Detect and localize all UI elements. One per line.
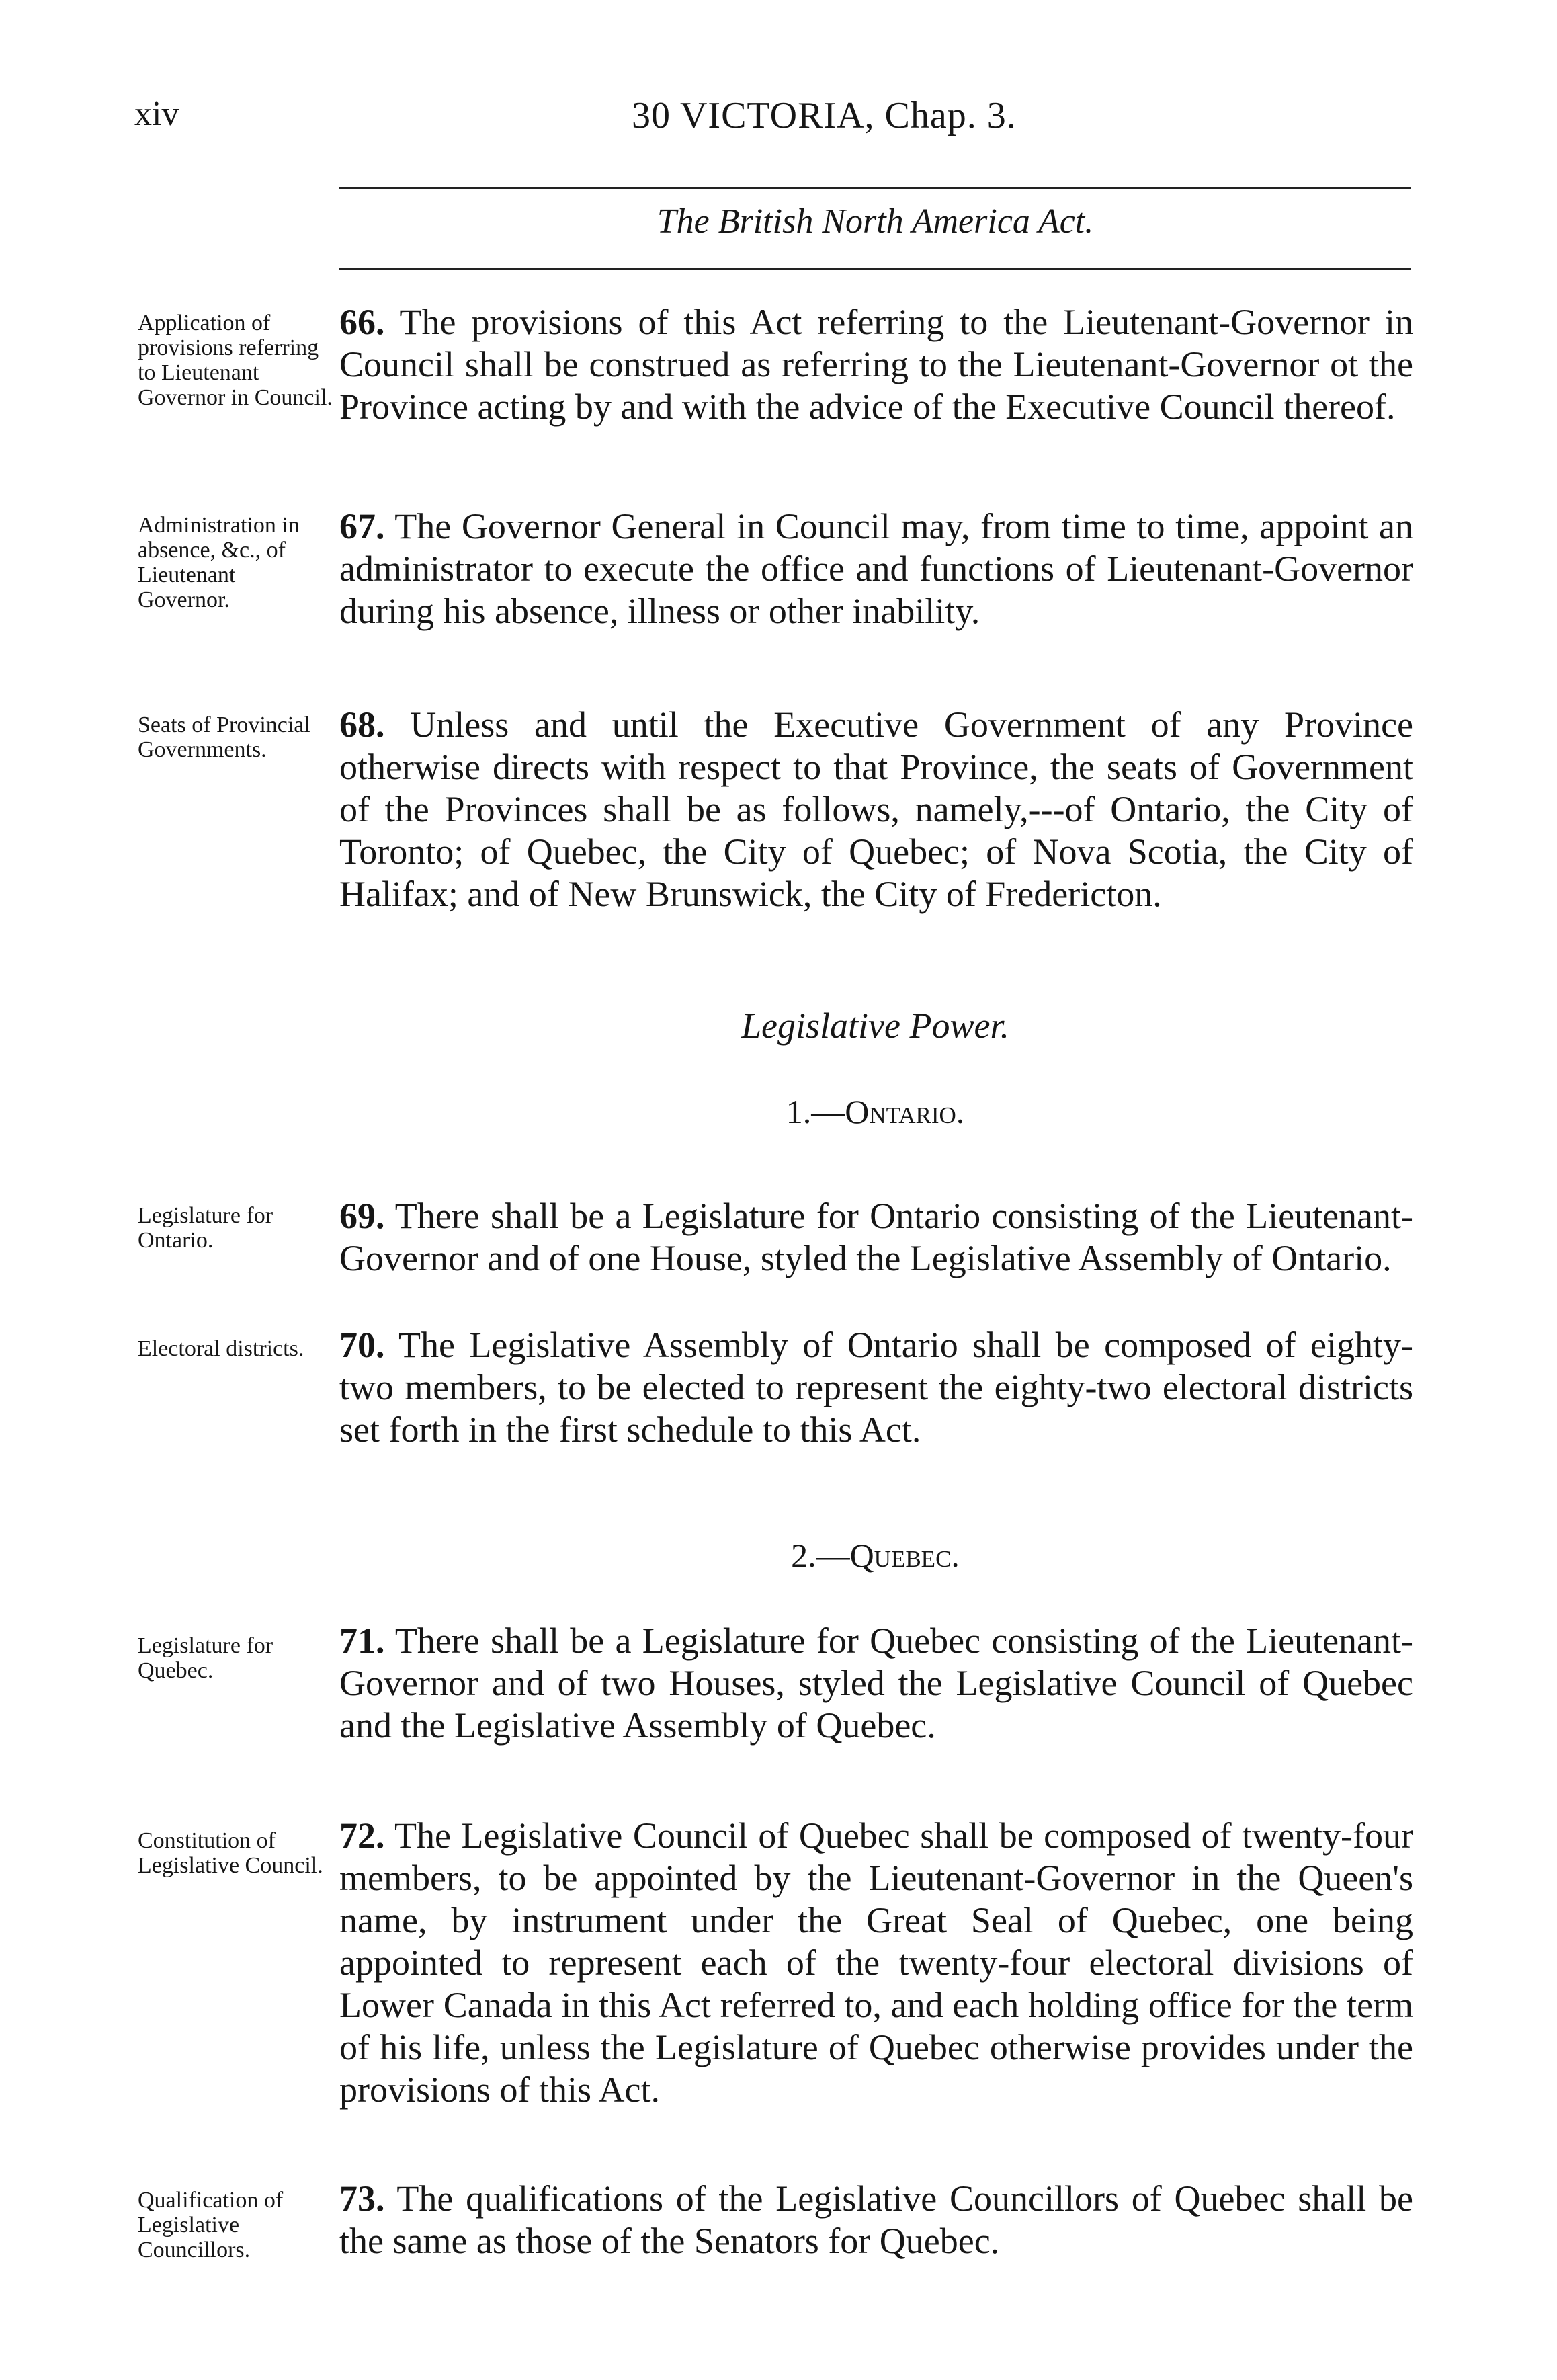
heading-quebec: 2.—Quebec.: [791, 1536, 960, 1574]
header-rule-top: [339, 187, 1411, 189]
section-number: 68.: [339, 704, 385, 745]
section-73: [339, 2178, 1413, 2262]
page-number: xiv: [134, 95, 179, 133]
marginal-note: Application of provisions referring to Lieutenant Governor in Council.: [138, 311, 333, 410]
section-number: 71.: [339, 1620, 385, 1661]
heading-ontario: 1.—Ontario.: [786, 1093, 965, 1131]
marginal-note: Qualification of Legislative Councillors.: [138, 2188, 284, 2262]
marginal-note: Seats of Provincial Governments.: [138, 712, 310, 762]
section-number: 69.: [339, 1196, 385, 1236]
section-text: There shall be a Legislature for Quebec consisting of the Lieutenant-Governor and of two Houses, styled the Legislative Council of Quebec and the Legislative Assembly of Quebec.: [339, 1620, 1413, 1746]
section-number: 70.: [339, 1325, 385, 1365]
section-number: 72.: [339, 1815, 385, 1856]
section-69: [339, 1195, 1413, 1280]
section-67: [339, 505, 1413, 632]
marginal-note: Legislature for Quebec.: [138, 1633, 273, 1683]
section-70: [339, 1324, 1413, 1451]
section-71: [339, 1620, 1413, 1747]
marginal-note: Electoral districts.: [138, 1336, 304, 1361]
marginal-note: Administration in absence, &c., of Lieutenant Governor.: [138, 513, 300, 612]
heading-legislative-power: Legislative Power.: [741, 1006, 1009, 1046]
section-number: 73.: [339, 2178, 385, 2219]
section-72: [339, 1815, 1413, 2111]
section-number: 67.: [339, 506, 385, 546]
section-text: Unless and until the Executive Government of any Province otherwise directs with respect to that Province, the seats of Government of the Provinces shall be as follows, namely,---of Ontario, the City of Toronto; of Quebec, the City of Quebec; of Nova Scotia, the City of Halifax; and of New Brunswick, the City of Fredericton.: [339, 704, 1413, 914]
section-number: 66.: [339, 302, 385, 342]
section-text: The Governor General in Council may, from time to time, appoint an administrator to execute the office and functions of Lieutenant-Governor during his absence, illness or other inability.: [339, 506, 1414, 631]
marginal-note: Legislature for Ontario.: [138, 1203, 273, 1253]
section-text: There shall be a Legislature for Ontario consisting of the Lieutenant-Governor and of one House, styled the Legislative Assembly of Ontario.: [339, 1196, 1413, 1278]
marginal-note: Constitution of Legislative Council.: [138, 1828, 323, 1878]
section-68: [339, 704, 1413, 915]
running-head: 30 VICTORIA, Chap. 3.: [632, 95, 1017, 136]
act-title: The British North America Act.: [657, 202, 1094, 241]
section-text: The Legislative Council of Quebec shall be composed of twenty-four members, to be appointed by the Lieutenant-Governor in the Queen's name, by instrument under the Great Seal of Quebec, one being appointed to represent each of the twenty-four electoral divisions of Lower Canada in this Act referred to, and each holding office for the term of his life, unless the Legislature of Quebec otherwise provides under the provisions of this Act.: [339, 1815, 1413, 2110]
section-text: The Legislative Assembly of Ontario shall be composed of eighty-two members, to be elected to represent the eighty-two electoral districts set forth in the first schedule to this Act.: [339, 1325, 1414, 1450]
header-rule-bottom: [339, 268, 1411, 270]
section-text: The qualifications of the Legislative Councillors of Quebec shall be the same as those of the Senators for Quebec.: [339, 2178, 1413, 2261]
section-66: [339, 301, 1413, 428]
section-text: The provisions of this Act referring to the Lieutenant-Governor in Council shall be construed as referring to the Lieutenant-Governor ot the Province acting by and with the advice of the Executive Council thereof.: [339, 302, 1413, 427]
